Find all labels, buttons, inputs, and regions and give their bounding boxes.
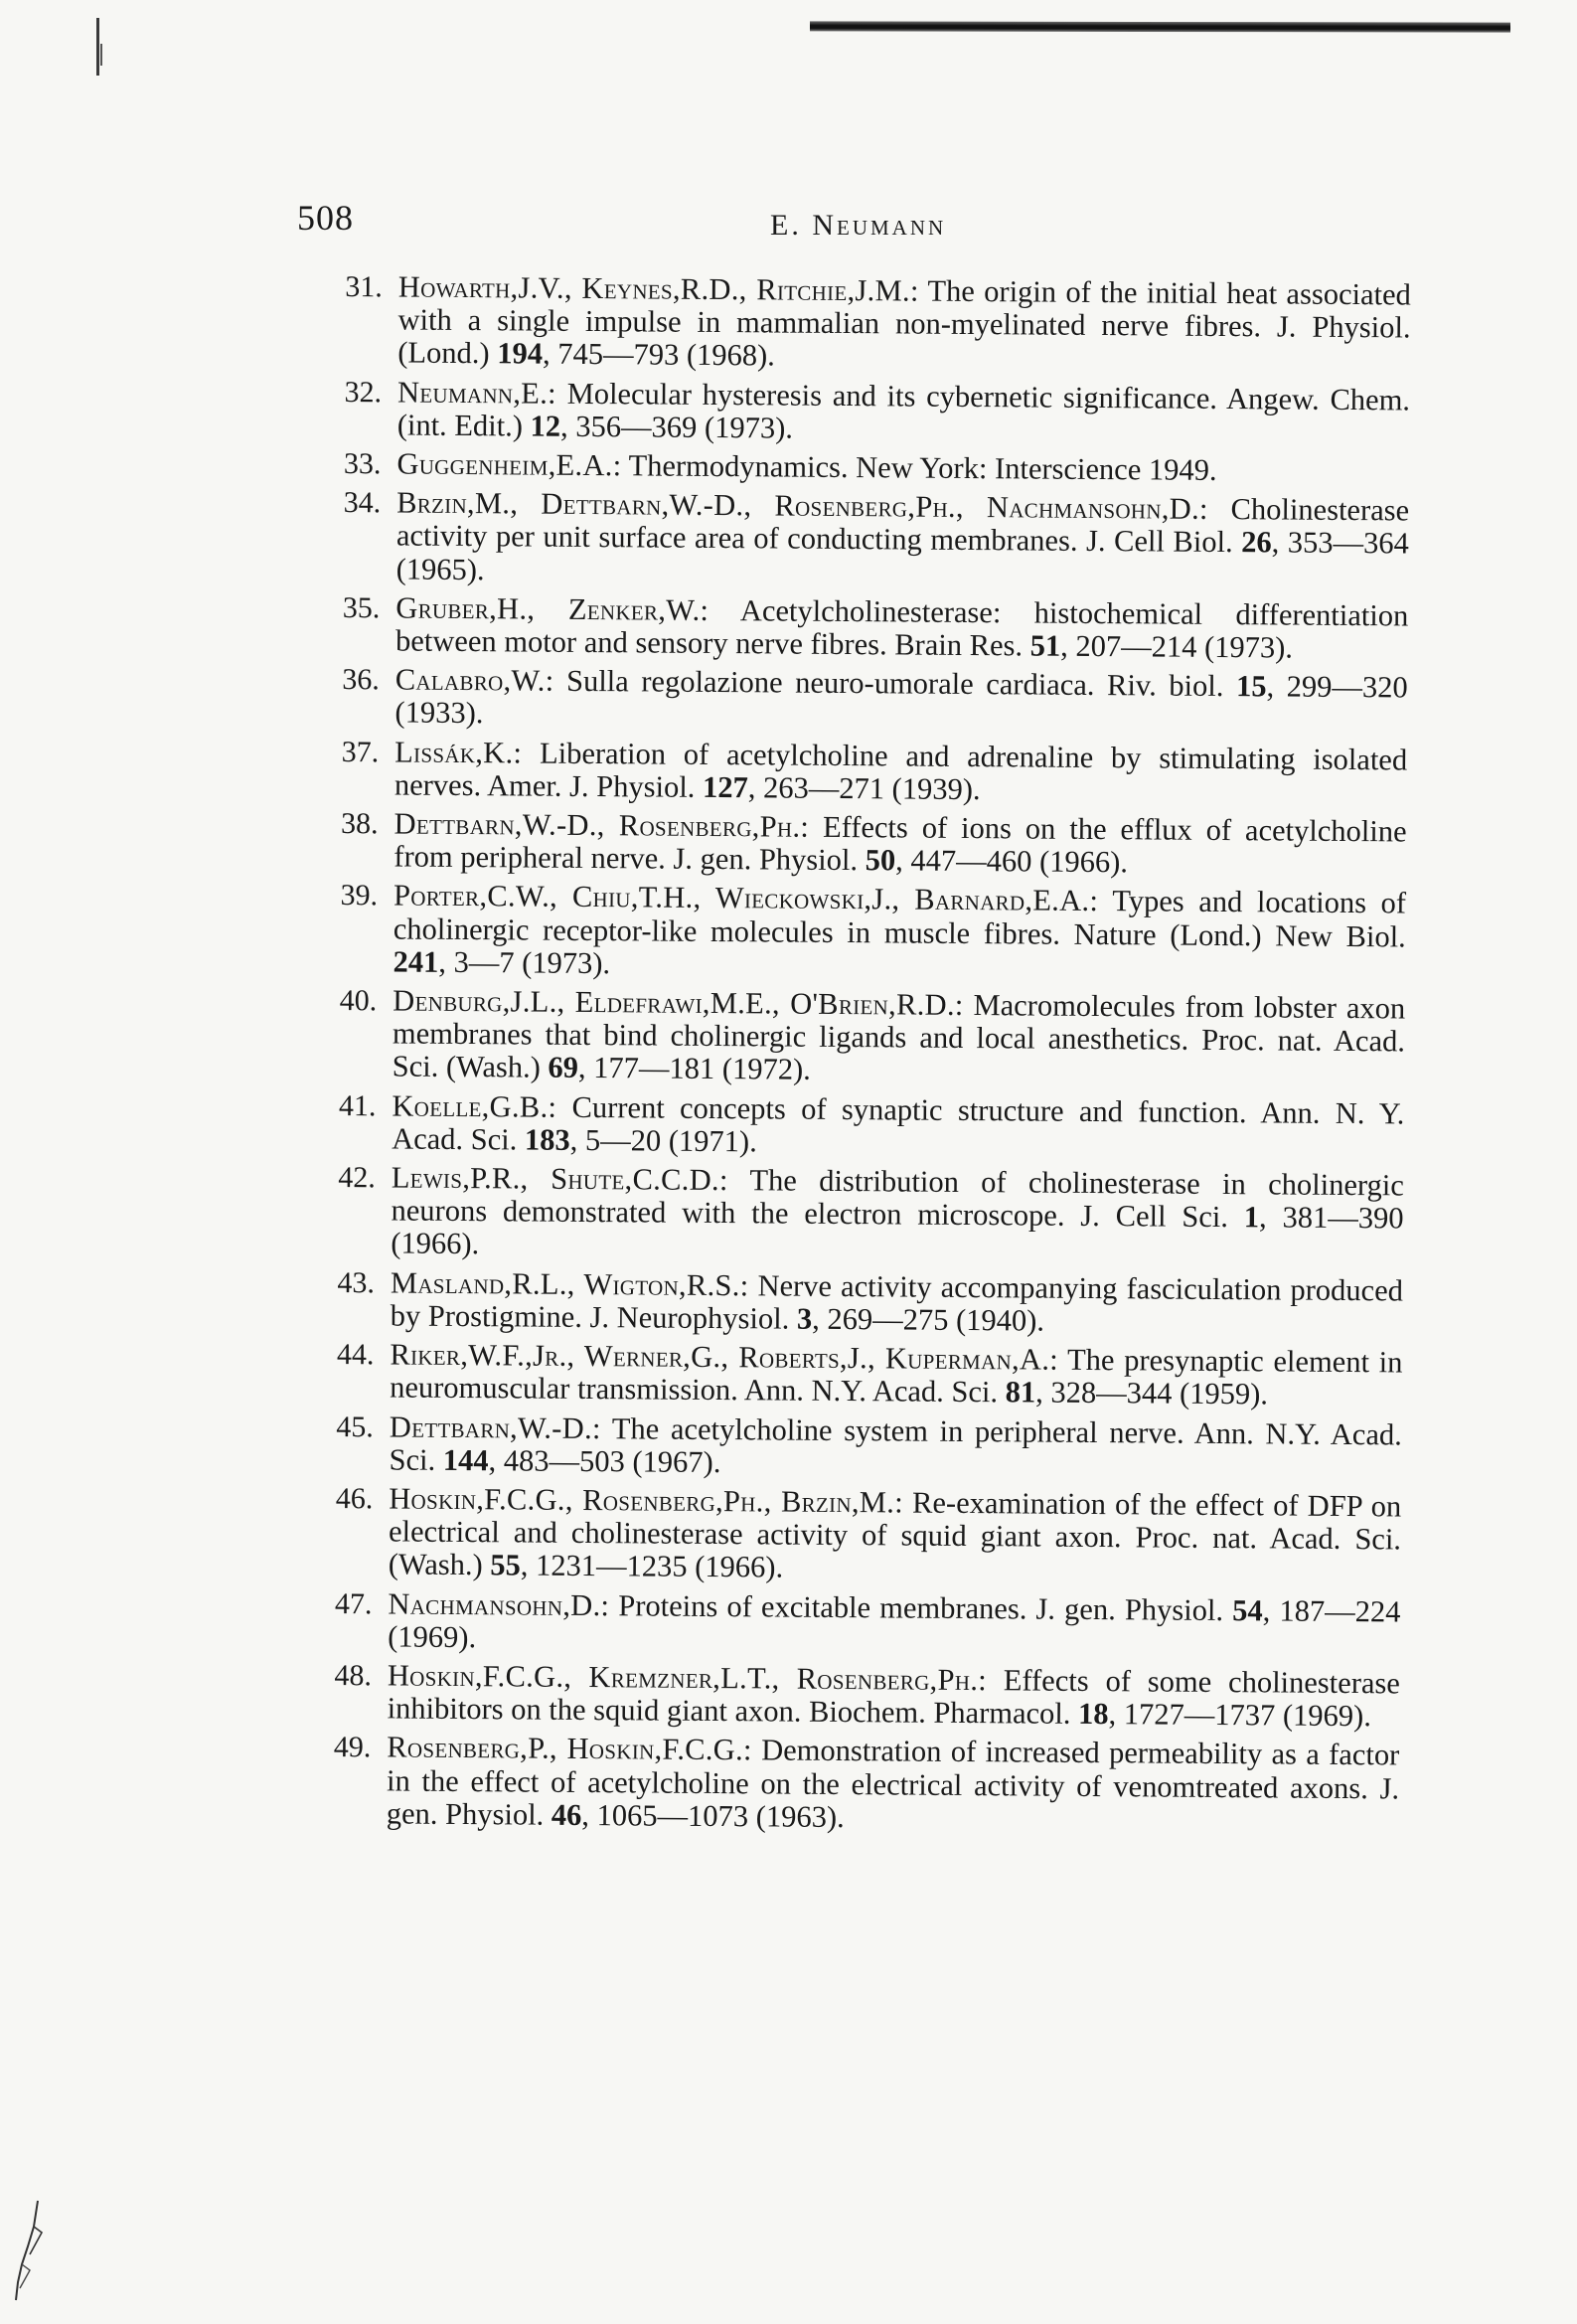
reference-pages: , 1065—1073 (1963). — [581, 1797, 845, 1834]
reference-number: 48. — [334, 1658, 373, 1693]
reference-authors: Porter,C.W., Chiu,T.H., Wieckowski,J., Barnard,E.A.: — [393, 878, 1099, 918]
reference-volume: 127 — [702, 769, 748, 805]
reference-pages: , 483—503 (1967). — [488, 1442, 721, 1479]
reference-pages: , 187—224 (1969). — [388, 1592, 1401, 1654]
reference-authors: Koelle,G.B.: — [392, 1088, 557, 1124]
reference-pages: , 381—390 (1966). — [391, 1200, 1404, 1261]
reference-number: 33. — [343, 447, 382, 481]
reference-title: Sulla regolazione neuro-umorale cardiaca. Riv. biol. — [553, 663, 1237, 704]
reference-pages: , 263—271 (1939). — [747, 770, 981, 806]
reference-text — [396, 487, 1410, 594]
pencil-mark-icon — [8, 2197, 48, 2306]
reference-title: Demonstration of increased permeability as a factor in the effect of acetylcholine on the electrical activity of venomtreated axons. J. gen. Physiol. — [386, 1733, 1400, 1832]
reference-text — [395, 591, 1408, 665]
reference-item — [337, 270, 1411, 378]
reference-volume: 54 — [1232, 1592, 1263, 1627]
reference-item — [337, 376, 1410, 450]
reference-authors: Masland,R.L., Wigton,R.S.: — [390, 1265, 749, 1302]
reference-title: Acetylcholinesterase: histochemical differentiation between motor and sensory nerve fibres. Brain Res. — [394, 592, 1409, 663]
reference-pages: , 299—320 (1933). — [394, 669, 1408, 731]
reference-number: 39. — [340, 879, 379, 913]
reference-item — [334, 663, 1407, 738]
reference-pages: , 269—275 (1940). — [812, 1301, 1045, 1338]
reference-item — [332, 879, 1406, 986]
reference-title: Effects of ions on the efflux of acetylcholine from peripheral nerve. J. gen. Physiol. — [394, 809, 1407, 878]
reference-text — [394, 808, 1406, 882]
reference-volume: 69 — [548, 1051, 579, 1085]
reference-pages: , 3—7 (1973). — [438, 944, 611, 981]
reference-title: The acetylcholine system in peripheral nerve. Ann. N.Y. Acad. Sci. — [389, 1411, 1402, 1477]
reference-text — [393, 985, 1406, 1092]
reference-title: The distribution of cholinesterase in cholinergic neurons demonstrated with the electron microscope. J. Cell Sci. — [391, 1163, 1404, 1235]
reference-number: 45. — [336, 1410, 374, 1443]
reference-title: Liberation of acetylcholine and adrenaline by stimulating isolated nerves. Amer. J. Physiol. — [394, 736, 1408, 804]
reference-list — [326, 270, 1411, 1844]
reference-title: Macromolecules from lobster axon membranes that bind cholinergic ligands and local anesthetics. Proc. nat. Acad. Sci. (Wash.) — [392, 988, 1406, 1085]
reference-number: 38. — [340, 807, 379, 841]
reference-pages: , 1231—1235 (1966). — [520, 1548, 784, 1584]
reference-item — [327, 1659, 1400, 1734]
reference-volume: 51 — [1029, 628, 1061, 663]
reference-volume: 46 — [551, 1797, 582, 1832]
reference-number: 36. — [342, 663, 380, 697]
reference-authors: Howarth,J.V., Keynes,R.D., Ritchie,J.M.: — [397, 269, 919, 308]
reference-number: 41. — [338, 1088, 377, 1122]
reference-title: Types and locations of cholinergic receptor-like molecules in muscle fibres. Nature (Lond.) New Biol. — [393, 884, 1407, 954]
reference-item — [330, 1266, 1403, 1341]
reference-pages: , 207—214 (1973). — [1060, 628, 1294, 665]
reference-text — [394, 736, 1407, 809]
reference-number: 37. — [341, 735, 380, 768]
reference-title: Cholinesterase activity per unit surface area of conducting membranes. J. Cell Biol. — [395, 492, 1410, 560]
reference-item — [329, 1338, 1402, 1412]
reference-volume: 26 — [1241, 525, 1272, 560]
reference-text — [389, 1482, 1402, 1589]
reference-text — [390, 1339, 1402, 1412]
reference-pages: , 5—20 (1971). — [569, 1122, 757, 1159]
margin-mark — [96, 18, 99, 76]
reference-item — [326, 1731, 1400, 1838]
reference-authors: Brzin,M., Dettbarn,W.-D., Rosenberg,Ph., Nachmansohn,D.: — [396, 485, 1208, 527]
reference-text — [389, 1411, 1401, 1484]
reference-text — [397, 376, 1410, 449]
reference-authors: Guggenheim,E.A.: — [396, 446, 622, 483]
reference-volume: 12 — [530, 409, 561, 443]
reference-item — [335, 591, 1408, 666]
reference-authors: Hoskin,F.C.G., Rosenberg,Ph., Brzin,M.: — [389, 1481, 904, 1520]
reference-pages: , 353—364 (1965). — [395, 525, 1410, 586]
reference-title: Nerve activity accompanying fasciculation produced by Prostigmine. J. Neurophysiol. — [390, 1267, 1404, 1336]
reference-authors: Lewis,P.R., Shute,C.C.D.: — [391, 1160, 728, 1198]
reference-item — [331, 1089, 1404, 1164]
reference-title: Proteins of excitable membranes. J. gen. Physiol. — [609, 1587, 1233, 1627]
reference-text — [397, 270, 1411, 378]
reference-item — [336, 447, 1409, 489]
reference-title: The origin of the initial heat associated with a single impulse in mammalian non-myelinated nerve fibres. J. Physiol. (Lond.) — [397, 273, 1411, 371]
margin-mark-stub — [100, 44, 102, 66]
reference-text — [391, 1162, 1404, 1269]
reference-authors: Gruber,H., Zenker,W.: — [395, 590, 710, 627]
top-rule — [810, 21, 1510, 32]
reference-volume: 1 — [1243, 1200, 1260, 1235]
reference-text — [393, 880, 1406, 987]
reference-authors: Riker,W.F.,Jr., Werner,G., Roberts,J., Kuperman,A.: — [390, 1337, 1059, 1377]
reference-number: 47. — [334, 1586, 373, 1620]
reference-number: 32. — [344, 375, 383, 409]
page-header — [0, 189, 1577, 249]
reference-number: 40. — [339, 984, 378, 1018]
reference-item — [327, 1586, 1400, 1661]
running-head: E. Neumann — [770, 209, 947, 242]
reference-authors: Dettbarn,W.-D., Rosenberg,Ph.: — [394, 806, 810, 844]
reference-title: Current concepts of synaptic structure and function. Ann. N. Y. Acad. Sci. — [392, 1089, 1405, 1157]
reference-volume: 3 — [796, 1301, 813, 1336]
reference-title: Thermodynamics. New York: Interscience 1949. — [621, 448, 1217, 487]
reference-volume: 55 — [490, 1548, 521, 1582]
reference-authors: Dettbarn,W.-D.: — [389, 1409, 601, 1445]
reference-authors: Denburg,J.L., Eldefrawi,M.E., O'Brien,R.D.: — [393, 983, 964, 1023]
reference-title: Re-examination of the effect of DFP on electrical and cholinesterase activity of squid giant axon. Proc. nat. Acad. Sci. (Wash.) — [388, 1485, 1402, 1582]
reference-item — [336, 486, 1410, 593]
reference-text — [392, 1089, 1404, 1163]
reference-number: 43. — [337, 1265, 376, 1300]
reference-authors: Lissák,K.: — [394, 735, 523, 770]
reference-pages: , 745—793 (1968). — [542, 337, 776, 373]
reference-item — [334, 736, 1407, 810]
reference-title: Molecular hysteresis and its cybernetic significance. Angew. Chem. (int. Edit.) — [396, 376, 1411, 443]
reference-number: 42. — [338, 1161, 376, 1195]
reference-text — [396, 447, 1409, 488]
reference-pages: , 356—369 (1973). — [559, 409, 794, 445]
reference-text — [391, 1266, 1403, 1340]
reference-authors: Hoskin,F.C.G., Kremzner,L.T., Rosenberg,Ph.: — [387, 1658, 988, 1698]
reference-number: 35. — [342, 590, 381, 625]
reference-authors: Calabro,W.: — [394, 662, 554, 698]
reference-text — [388, 1587, 1400, 1661]
reference-number: 31. — [345, 270, 383, 304]
reference-volume: 183 — [524, 1122, 570, 1157]
reference-number: 44. — [336, 1338, 375, 1372]
reference-text — [388, 1659, 1400, 1733]
reference-number: 34. — [343, 486, 382, 520]
reference-pages: , 177—181 (1972). — [577, 1051, 811, 1087]
reference-authors: Neumann,E.: — [396, 375, 557, 411]
reference-item — [332, 984, 1406, 1091]
reference-volume: 50 — [865, 843, 896, 878]
reference-volume: 144 — [442, 1442, 489, 1477]
reference-item — [333, 807, 1406, 882]
reference-text — [394, 664, 1407, 738]
reference-pages: , 328—344 (1959). — [1035, 1375, 1269, 1411]
reference-volume: 194 — [497, 336, 544, 372]
reference-item — [328, 1482, 1402, 1589]
reference-item — [328, 1410, 1401, 1484]
reference-title: Effects of some cholinesterase inhibitors on the squid giant axon. Biochem. Pharmacol. — [387, 1663, 1401, 1732]
reference-pages: , 1727—1737 (1969). — [1108, 1697, 1372, 1734]
reference-number: 49. — [333, 1731, 372, 1764]
reference-text — [387, 1732, 1400, 1839]
reference-number: 46. — [335, 1481, 374, 1516]
reference-authors: Rosenberg,P., Hoskin,F.C.G.: — [387, 1730, 752, 1767]
page-number: 508 — [297, 198, 354, 238]
reference-volume: 241 — [393, 944, 439, 979]
reference-pages: , 447—460 (1966). — [895, 843, 1129, 880]
reference-title: The presynaptic element in neuromuscular transmission. Ann. N.Y. Acad. Sci. — [390, 1342, 1403, 1410]
reference-authors: Nachmansohn,D.: — [388, 1585, 610, 1622]
reference-volume: 81 — [1005, 1375, 1036, 1410]
reference-volume: 18 — [1077, 1697, 1109, 1732]
reference-item — [330, 1161, 1404, 1268]
reference-volume: 15 — [1235, 669, 1267, 704]
